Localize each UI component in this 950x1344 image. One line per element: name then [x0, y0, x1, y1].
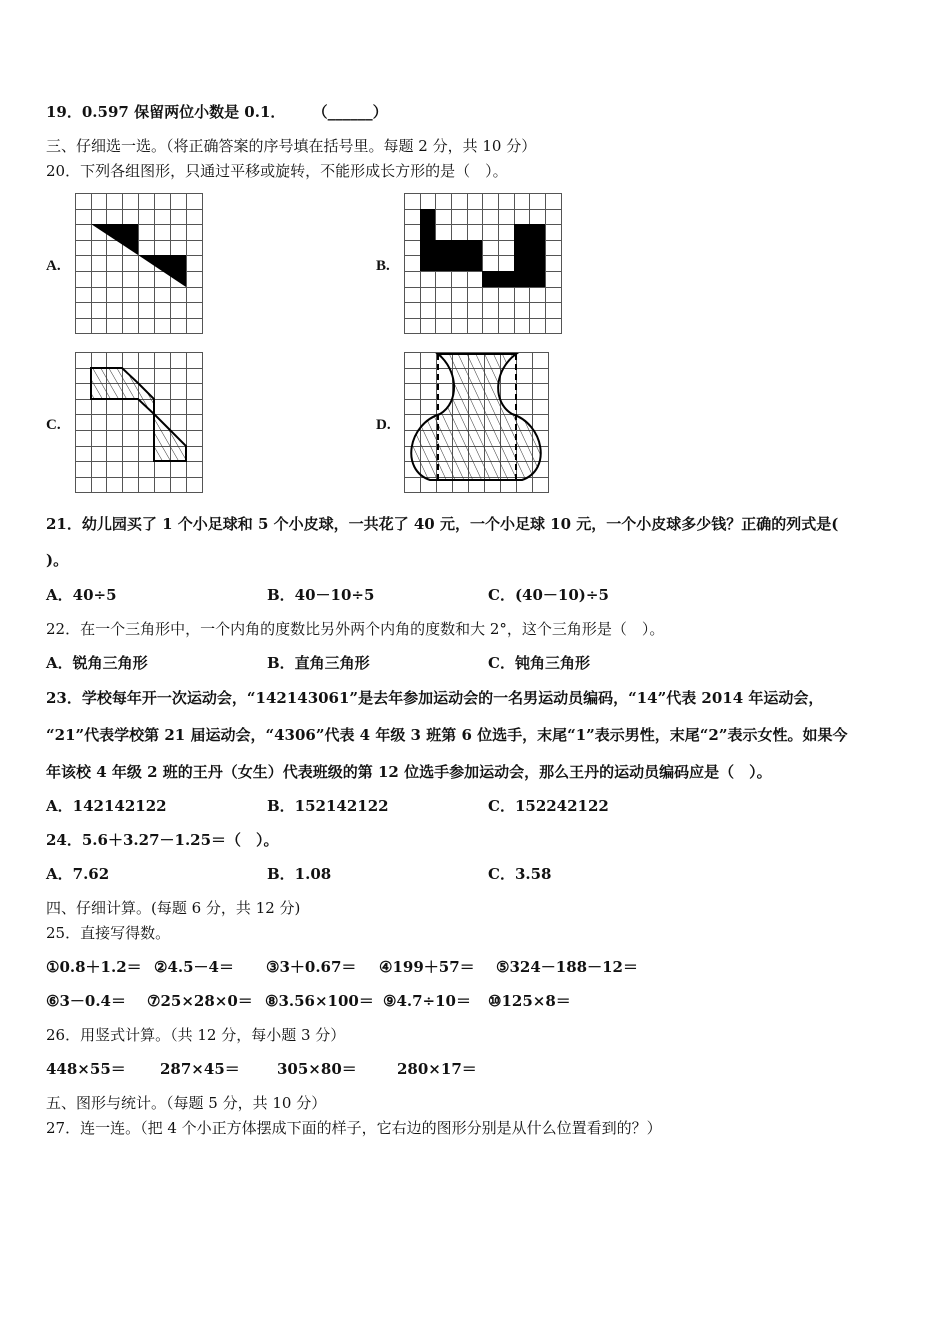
- q26-item: 305×80＝: [277, 1060, 357, 1078]
- q26-item: 287×45＝: [160, 1060, 240, 1078]
- q25-item: ⑥3－0.4＝: [46, 992, 126, 1010]
- q23-option-b[interactable]: B．152142122: [267, 797, 389, 815]
- section-3-title: 三、仔细选一选。（将正确答案的序号填在括号里。每题 2 分，共 10 分）: [46, 137, 537, 155]
- q22-option-b[interactable]: B．直角三角形: [267, 654, 370, 672]
- q26-stem: 26．用竖式计算。（共 12 分，每小题 3 分）: [46, 1026, 346, 1044]
- q24-option-a[interactable]: A．7.62: [46, 865, 110, 883]
- q23-line-2: “21”代表学校第 21 届运动会，“4306”代表 4 年级 3 班第 6 位选手，末尾“1”表示男性，末尾“2”表示女性。如果今: [46, 726, 848, 744]
- option-d-label: D.: [376, 417, 391, 433]
- q21-stem-end: )。: [46, 551, 69, 569]
- q23-option-a[interactable]: A．142142122: [46, 797, 167, 815]
- q21-option-c[interactable]: C．(40－10)÷5: [488, 586, 609, 604]
- q20-stem: 20．下列各组图形，只通过平移或旋转，不能形成长方形的是（ ）。: [46, 162, 508, 180]
- q25-stem: 25．直接写得数。: [46, 924, 171, 942]
- q24-stem: 24．5.6＋3.27－1.25＝（ ）。: [46, 831, 279, 849]
- q25-item: ⑨4.7÷10＝: [383, 992, 471, 1010]
- q25-item: ②4.5－4＝: [154, 958, 234, 976]
- q21-option-b[interactable]: B．40－10÷5: [267, 586, 375, 604]
- q25-item: ⑦25×28×0＝: [147, 992, 253, 1010]
- q23-line-3: 年该校 4 年级 2 班的王丹（女生）代表班级的第 12 位选手参加运动会，那么王丹的运动员编码应是（ ）。: [46, 763, 772, 781]
- answer-blank[interactable]: （______）: [312, 103, 388, 121]
- q25-item: ①0.8＋1.2＝: [46, 958, 142, 976]
- section-5-title: 五、图形与统计。（每题 5 分，共 10 分）: [46, 1094, 327, 1112]
- q22-option-a[interactable]: A．锐角三角形: [46, 654, 148, 672]
- q25-item: ④199＋57＝: [379, 958, 475, 976]
- q22-stem: 22．在一个三角形中，一个内角的度数比另外两个内角的度数和大 2°，这个三角形是（ ）。: [46, 620, 665, 638]
- figure-a[interactable]: [75, 193, 203, 334]
- q24-option-b[interactable]: B．1.08: [267, 865, 332, 883]
- q23-option-c[interactable]: C．152242122: [488, 797, 609, 815]
- q24-option-c[interactable]: C．3.58: [488, 865, 552, 883]
- q25-item: ③3＋0.67＝: [266, 958, 357, 976]
- figure-d[interactable]: [404, 352, 549, 493]
- q25-item: ⑩125×8＝: [488, 992, 571, 1010]
- option-b-label: B.: [376, 258, 390, 274]
- section-4-title: 四、仔细计算。(每题 6 分，共 12 分): [46, 899, 301, 917]
- q21-option-a[interactable]: A．40÷5: [46, 586, 117, 604]
- option-a-label: A.: [46, 258, 61, 274]
- figure-b[interactable]: [404, 193, 562, 334]
- figure-c[interactable]: [75, 352, 203, 493]
- q26-item: 280×17＝: [397, 1060, 477, 1078]
- q27-stem: 27．连一连。（把 4 个小正方体摆成下面的样子，它右边的图形分别是从什么位置看到的？）: [46, 1119, 662, 1137]
- q26-item: 448×55＝: [46, 1060, 126, 1078]
- q21-stem: 21．幼儿园买了 1 个小足球和 5 个小皮球，一共花了 40 元，一个小足球 10 元，一个小皮球多少钱？正确的列式是(: [46, 515, 839, 533]
- q23-line-1: 23．学校每年开一次运动会，“142143061”是去年参加运动会的一名男运动员编码，“14”代表 2014 年运动会，: [46, 689, 824, 707]
- option-c-label: C.: [46, 417, 61, 433]
- q25-item: ⑤324－188－12＝: [496, 958, 638, 976]
- q19: 19．0.597 保留两位小数是 0.1． （______）: [46, 103, 388, 121]
- q25-item: ⑧3.56×100＝: [265, 992, 374, 1010]
- q22-option-c[interactable]: C．钝角三角形: [488, 654, 590, 672]
